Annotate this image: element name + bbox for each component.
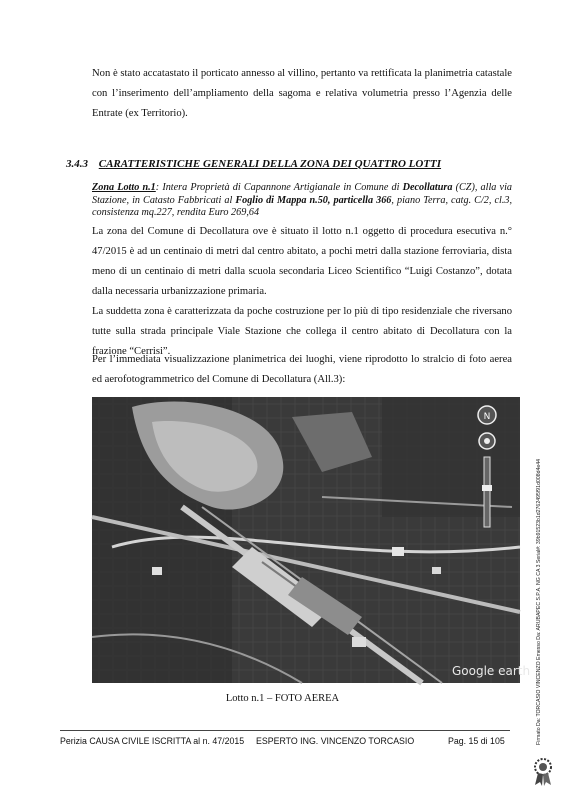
digital-signature-stamp: Firmato Da: TORCASIO VINCENZO Emesso Da: ARUBAPEC S.P.A. NG CA 3 Serial#: 39b91523b1d2762495f91d008d4e44	[536, 458, 542, 745]
footer-center: ESPERTO ING. VINCENZO TORCASIO	[256, 736, 415, 746]
section-title: CARATTERISTICHE GENERALI DELLA ZONA DEI QUATTRO LOTTI	[98, 158, 442, 170]
lot-description	[92, 182, 512, 220]
intro-paragraph: Non è stato accatastato il porticato annesso al villino, pertanto va rettificata la planimetria catastale con l’inserimento dell’ampliamento della sagoma e relativa volumetria presso l’Agenzia delle Entrate (ex Territorio).	[92, 68, 512, 119]
footer-left: Perizia CAUSA CIVILE ISCRITTA al n. 47/2015	[60, 736, 245, 746]
google-earth-watermark: Google earth	[452, 664, 531, 678]
svg-text:N: N	[483, 412, 491, 422]
footer-divider	[60, 730, 510, 731]
seal-icon	[532, 757, 554, 787]
section-heading	[66, 158, 526, 170]
paragraph-characteristics: La suddetta zona è caratterizzata da poche costruzione per lo più di tipo residenziale che riversano tutte sulla strada principale Viale Stazione che collega il centro abitato di Decollatura con la frazione “Cerrisi”.	[92, 306, 512, 357]
paragraph-visualization: Per l’immediata visualizzazione planimetrica dei luoghi, viene riprodotto lo stralcio di foto aerea ed aerofotogrammetrico del Comune di Decollatura (All.3):	[92, 354, 512, 385]
lot-foglio: Foglio di Mappa n.50, particella 366	[235, 194, 392, 206]
section-number: 3.4.3	[66, 158, 88, 170]
paragraph-zone: La zona del Comune di Decollatura ove è situato il lotto n.1 oggetto di procedura esecutiva n.° 47/2015 è ad un centinaio di metri dal centro abitato, a pochi metri dalla stazione ferroviaria, dista meno di un centinaio di metri dalla scuola secondaria Liceo Scientifico “Luigi Costanzo”, dotata dalla necessaria urbanizzazione primaria.	[92, 226, 512, 297]
lot-label: Zona Lotto n.1	[92, 182, 156, 193]
lot-text-a: : Intera Proprietà di Capannone Artigianale in Comune di	[155, 182, 403, 193]
aerial-photo	[92, 397, 531, 683]
footer-page-number: Pag. 15 di 105	[448, 736, 505, 746]
photo-caption: Lotto n.1 – FOTO AEREA	[225, 693, 340, 704]
lot-text-b: (CZ), alla via Stazione, in Catasto Fabbricati al	[92, 182, 512, 206]
lot-text-c: , piano Terra, catg. C/2, cl.3, consistenza mq.227, rendita Euro 269,64	[92, 194, 513, 218]
lot-comune: Decollatura	[402, 182, 453, 193]
